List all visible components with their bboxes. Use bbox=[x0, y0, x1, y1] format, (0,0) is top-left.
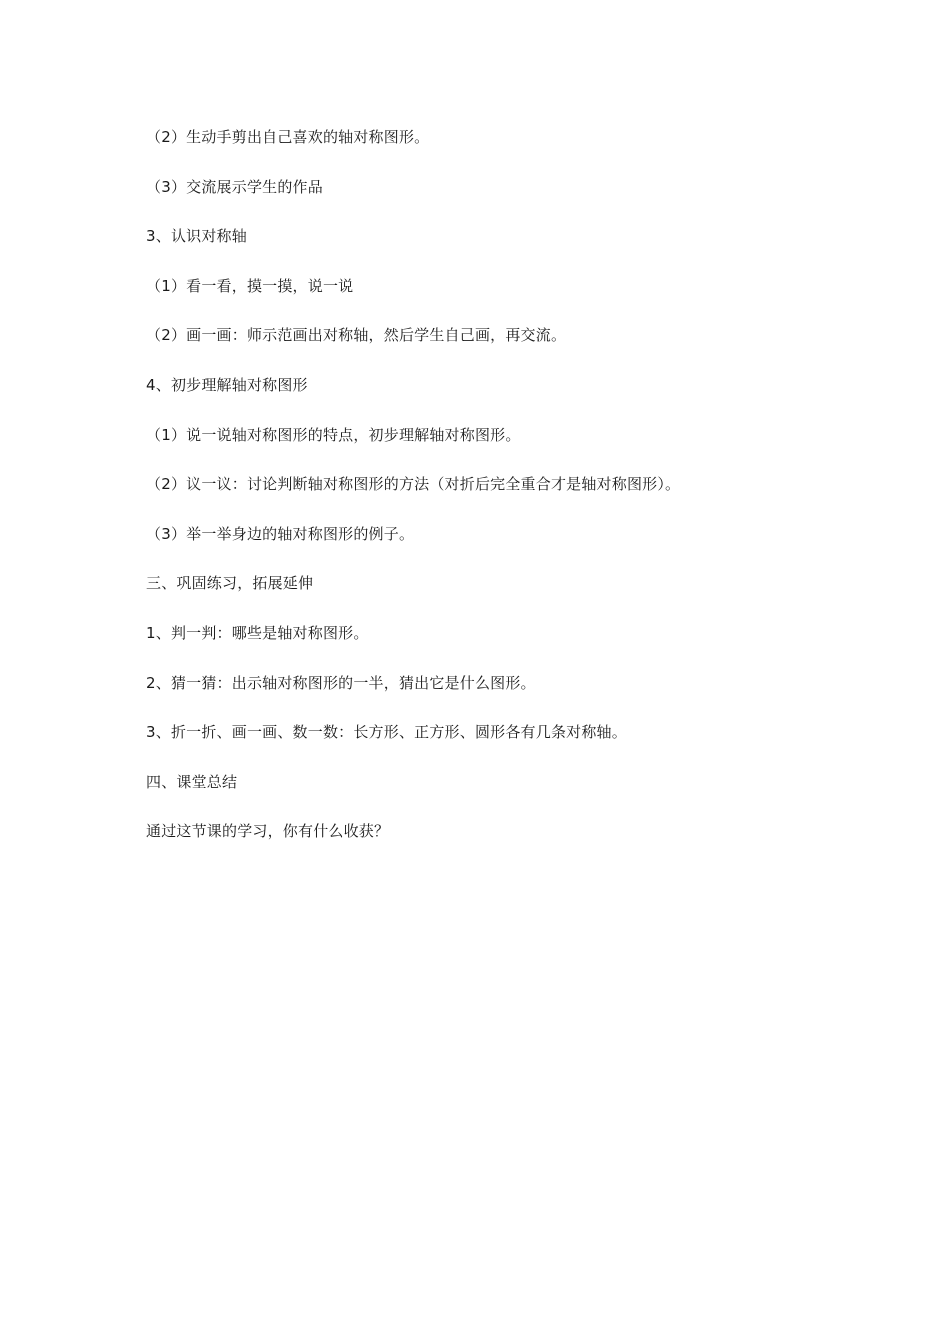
chapter-heading: 四、课堂总结 bbox=[146, 772, 238, 791]
exercise-item: 2、猜一猜：出示轴对称图形的一半，猜出它是什么图形。 bbox=[146, 673, 536, 692]
list-item: （2）画一画：师示范画出对称轴，然后学生自己画，再交流。 bbox=[146, 326, 567, 345]
list-item: （2）议一议：讨论判断轴对称图形的方法（对折后完全重合才是轴对称图形）。 bbox=[146, 475, 681, 494]
paragraph: 通过这节课的学习，你有什么收获？ bbox=[146, 822, 390, 841]
section-heading: 3、认识对称轴 bbox=[146, 227, 247, 246]
list-item: （3）举一举身边的轴对称图形的例子。 bbox=[146, 524, 415, 543]
chapter-heading: 三、巩固练习，拓展延伸 bbox=[146, 574, 314, 593]
list-item: （2）生动手剪出自己喜欢的轴对称图形。 bbox=[146, 128, 430, 146]
list-item: （1）说一说轴对称图形的特点，初步理解轴对称图形。 bbox=[146, 425, 521, 444]
exercise-item: 3、折一折、画一画、数一数：长方形、正方形、圆形各有几条对称轴。 bbox=[146, 723, 627, 742]
document-body bbox=[146, 124, 846, 868]
list-item: （1）看一看，摸一摸，说一说 bbox=[146, 276, 354, 295]
list-item: （3）交流展示学生的作品 bbox=[146, 177, 323, 196]
exercise-item: 1、判一判：哪些是轴对称图形。 bbox=[146, 623, 369, 642]
section-heading: 4、初步理解轴对称图形 bbox=[146, 375, 308, 394]
